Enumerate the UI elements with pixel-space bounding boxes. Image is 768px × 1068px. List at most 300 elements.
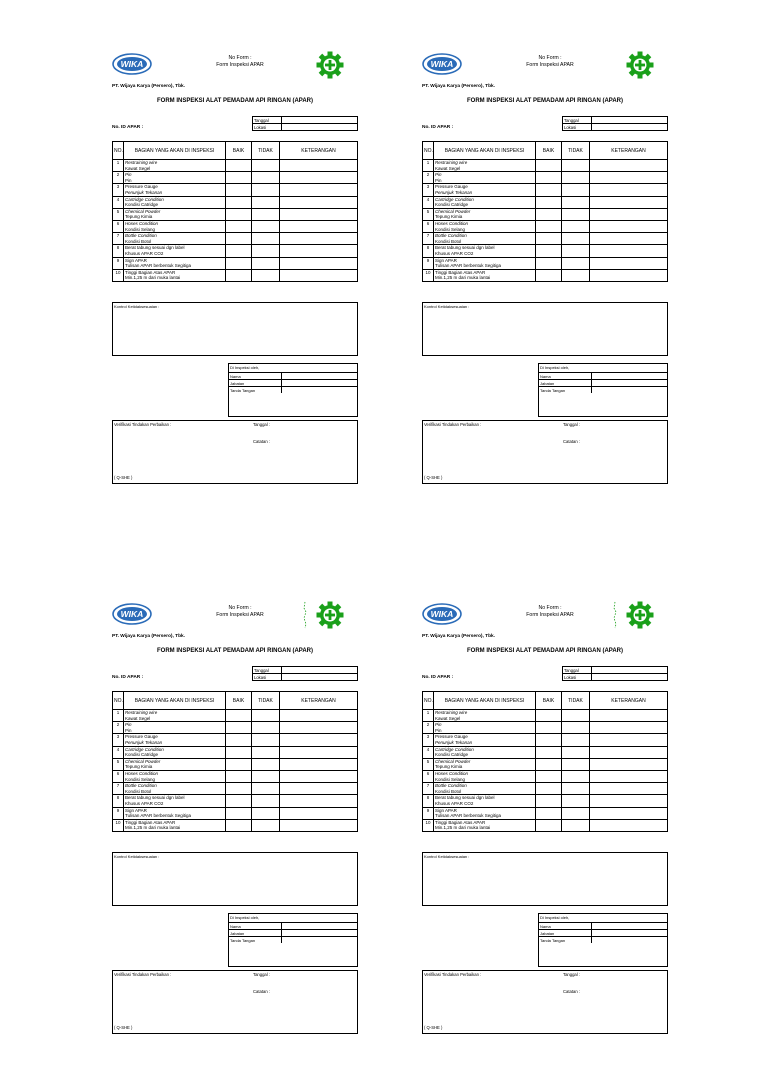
nama-label: Nama: [539, 373, 592, 380]
col-tidak: TIDAK: [562, 692, 590, 710]
tidak-cell[interactable]: [562, 196, 590, 208]
lokasi-field[interactable]: [282, 674, 358, 681]
baik-cell[interactable]: [536, 172, 562, 184]
row-item: [434, 172, 536, 184]
baik-cell[interactable]: [226, 710, 252, 722]
form-title: FORM INSPEKSI ALAT PEMADAM API RINGAN (APAR): [467, 648, 623, 654]
keterangan-cell[interactable]: [590, 245, 668, 257]
baik-cell[interactable]: [536, 770, 562, 782]
baik-cell[interactable]: [536, 160, 562, 172]
tanggal-field[interactable]: [592, 117, 668, 124]
col-tidak: TIDAK: [562, 142, 590, 160]
inspector-box: [538, 913, 668, 967]
baik-cell[interactable]: [226, 783, 252, 795]
row-item-english: Hoses Condition: [435, 220, 469, 226]
nama-field[interactable]: [282, 923, 358, 930]
row-item: [124, 795, 226, 807]
row-item: [434, 233, 536, 245]
table-row: [423, 710, 668, 722]
col-tidak: TIDAK: [252, 692, 280, 710]
keterangan-cell[interactable]: [280, 722, 358, 734]
form-id-block: [515, 55, 585, 69]
date-location-box: [562, 116, 668, 131]
keterangan-cell[interactable]: [590, 770, 668, 782]
row-item-indonesian: Kondisi Selang: [435, 776, 466, 782]
baik-cell[interactable]: [226, 722, 252, 734]
tanggal-field[interactable]: [282, 667, 358, 674]
baik-cell[interactable]: [536, 795, 562, 807]
keterangan-cell[interactable]: [280, 208, 358, 220]
tidak-cell[interactable]: [252, 795, 280, 807]
baik-cell[interactable]: [226, 819, 252, 831]
table-row: [113, 770, 358, 782]
verification-catatan: Catatan :: [563, 989, 580, 994]
row-number: 5: [423, 758, 434, 770]
row-number: 6: [423, 770, 434, 782]
baik-cell[interactable]: [536, 783, 562, 795]
keterangan-cell[interactable]: [590, 172, 668, 184]
inspection-table: [422, 141, 668, 282]
row-item: [434, 770, 536, 782]
inspector-header: Di Inspeksi oleh,: [540, 365, 570, 370]
row-number: 1: [113, 160, 124, 172]
jabatan-label: Jabatan: [539, 930, 592, 937]
inspector-header: Di Inspeksi oleh,: [540, 915, 570, 920]
form-header: [420, 48, 670, 130]
tidak-cell[interactable]: [562, 172, 590, 184]
keterangan-cell[interactable]: [280, 783, 358, 795]
table-row: [423, 819, 668, 831]
lokasi-label: Lokasi: [253, 124, 282, 131]
baik-cell[interactable]: [536, 208, 562, 220]
table-row: [423, 172, 668, 184]
tidak-cell[interactable]: [562, 257, 590, 269]
keterangan-cell[interactable]: [280, 196, 358, 208]
row-number: 8: [113, 245, 124, 257]
keterangan-cell[interactable]: [280, 257, 358, 269]
row-number: 9: [423, 257, 434, 269]
row-item: [434, 184, 536, 196]
verification-label: Verifikasi Tindakan Perbaikan :: [424, 972, 482, 977]
baik-cell[interactable]: [226, 269, 252, 281]
row-item-english: Sign APAR: [435, 257, 457, 263]
keterangan-cell[interactable]: [590, 807, 668, 819]
tidak-cell[interactable]: [562, 783, 590, 795]
baik-cell[interactable]: [536, 245, 562, 257]
row-item-indonesian: Penunjuk Tekanan: [125, 739, 163, 745]
margin-mark-icon: [300, 600, 310, 630]
tidak-cell[interactable]: [562, 245, 590, 257]
wika-logo: [112, 52, 152, 76]
row-number: 3: [423, 734, 434, 746]
keterangan-cell[interactable]: [590, 734, 668, 746]
col-keterangan: KETERANGAN: [590, 692, 668, 710]
tidak-cell[interactable]: [252, 257, 280, 269]
row-item-indonesian: Pin: [125, 727, 132, 733]
verification-catatan: Catatan :: [563, 439, 580, 444]
table-header-row: [113, 692, 358, 710]
tidak-cell[interactable]: [252, 770, 280, 782]
jabatan-field[interactable]: [592, 930, 668, 937]
row-item: [124, 172, 226, 184]
keterangan-cell[interactable]: [590, 160, 668, 172]
baik-cell[interactable]: [226, 734, 252, 746]
tidak-cell[interactable]: [252, 710, 280, 722]
table-header-row: [423, 692, 668, 710]
jabatan-field[interactable]: [282, 380, 358, 387]
nama-field[interactable]: [592, 373, 668, 380]
keterangan-cell[interactable]: [280, 807, 358, 819]
row-item-english: Pin: [435, 722, 442, 728]
tidak-cell[interactable]: [562, 160, 590, 172]
verification-tanggal: Tanggal :: [253, 422, 270, 427]
row-item-english: Pressure Gauge: [125, 734, 158, 740]
form-header: [420, 598, 670, 680]
id-apar-label: No. ID APAR :: [112, 675, 144, 680]
verification-box[interactable]: [112, 420, 358, 484]
tanda-tangan-field[interactable]: [282, 387, 358, 394]
control-box[interactable]: [422, 302, 668, 356]
control-box[interactable]: [112, 302, 358, 356]
lokasi-field[interactable]: [592, 124, 668, 131]
no-form-label: No Form :: [228, 605, 252, 611]
svg-text:WIKA: WIKA: [430, 59, 454, 70]
row-number: 10: [423, 819, 434, 831]
control-label: Kontrol Ketidaksesuaian :: [114, 304, 160, 309]
keterangan-cell[interactable]: [280, 795, 358, 807]
tidak-cell[interactable]: [562, 795, 590, 807]
form-id-block: [515, 605, 585, 619]
row-item-indonesian: Penunjuk Tekanan: [435, 739, 473, 745]
baik-cell[interactable]: [536, 233, 562, 245]
keterangan-cell[interactable]: [280, 233, 358, 245]
control-box[interactable]: [112, 852, 358, 906]
row-number: 7: [423, 233, 434, 245]
table-row: [423, 257, 668, 269]
row-item: [124, 269, 226, 281]
id-apar-label: No. ID APAR :: [422, 675, 454, 680]
tidak-cell[interactable]: [252, 783, 280, 795]
tidak-cell[interactable]: [562, 184, 590, 196]
baik-cell[interactable]: [226, 196, 252, 208]
row-number: 6: [113, 770, 124, 782]
date-location-box: [252, 116, 358, 131]
tidak-cell[interactable]: [562, 819, 590, 831]
row-item: [124, 783, 226, 795]
row-item: [124, 220, 226, 232]
row-item-indonesian: Khusus APAR CO2: [435, 250, 474, 256]
baik-cell[interactable]: [226, 208, 252, 220]
tidak-cell[interactable]: [252, 758, 280, 770]
baik-cell[interactable]: [226, 758, 252, 770]
col-no: NO.: [113, 142, 124, 160]
row-number: 4: [113, 746, 124, 758]
keterangan-cell[interactable]: [280, 184, 358, 196]
row-item-indonesian: Pin: [435, 727, 442, 733]
keterangan-cell[interactable]: [590, 722, 668, 734]
keterangan-cell[interactable]: [590, 269, 668, 281]
table-row: [113, 710, 358, 722]
keterangan-cell[interactable]: [590, 196, 668, 208]
tanggal-field[interactable]: [282, 117, 358, 124]
row-number: 8: [423, 795, 434, 807]
row-item: [124, 710, 226, 722]
nama-field[interactable]: [592, 923, 668, 930]
baik-cell[interactable]: [536, 734, 562, 746]
lokasi-field[interactable]: [592, 674, 668, 681]
row-item-indonesian: Kawat Segel: [125, 165, 151, 171]
tanggal-field[interactable]: [592, 667, 668, 674]
keterangan-cell[interactable]: [590, 710, 668, 722]
baik-cell[interactable]: [226, 245, 252, 257]
row-item: [434, 257, 536, 269]
tidak-cell[interactable]: [252, 245, 280, 257]
row-number: 4: [423, 746, 434, 758]
tidak-cell[interactable]: [252, 233, 280, 245]
tidak-cell[interactable]: [252, 269, 280, 281]
inspector-box: [228, 363, 358, 417]
keterangan-cell[interactable]: [280, 160, 358, 172]
row-item-english: Tinggi Bagian Atas APAR: [125, 269, 176, 275]
svg-text:WIKA: WIKA: [430, 609, 454, 620]
row-item: [434, 220, 536, 232]
table-row: [423, 245, 668, 257]
baik-cell[interactable]: [536, 184, 562, 196]
jabatan-label: Jabatan: [539, 380, 592, 387]
table-row: [113, 196, 358, 208]
tanda-tangan-field[interactable]: [592, 937, 668, 944]
row-item-indonesian: Kawat Segel: [435, 715, 461, 721]
tidak-cell[interactable]: [562, 758, 590, 770]
inspector-header: Di Inspeksi oleh,: [230, 365, 260, 370]
id-apar-label: No. ID APAR :: [112, 125, 144, 130]
row-item-indonesian: Kondisi Catridge: [125, 202, 159, 208]
tanda-tangan-label: Tanda Tangan: [229, 937, 282, 944]
row-number: 9: [113, 257, 124, 269]
tidak-cell[interactable]: [252, 819, 280, 831]
qshe-footer: ( Q-SHE ): [114, 475, 133, 480]
baik-cell[interactable]: [536, 807, 562, 819]
baik-cell[interactable]: [226, 807, 252, 819]
control-box[interactable]: [422, 852, 668, 906]
row-item-indonesian: Tepung Kimia: [435, 764, 463, 770]
row-number: 9: [113, 807, 124, 819]
tidak-cell[interactable]: [252, 807, 280, 819]
table-row: [113, 807, 358, 819]
keterangan-cell[interactable]: [280, 245, 358, 257]
date-location-box: [252, 666, 358, 681]
verification-box[interactable]: [422, 420, 668, 484]
tidak-cell[interactable]: [252, 746, 280, 758]
keterangan-cell[interactable]: [280, 746, 358, 758]
table-row: [423, 783, 668, 795]
baik-cell[interactable]: [536, 269, 562, 281]
baik-cell[interactable]: [226, 172, 252, 184]
keterangan-cell[interactable]: [280, 269, 358, 281]
keterangan-cell[interactable]: [280, 734, 358, 746]
keterangan-cell[interactable]: [590, 795, 668, 807]
keterangan-cell[interactable]: [590, 819, 668, 831]
row-item-english: Restraining wire: [435, 710, 468, 715]
table-row: [113, 722, 358, 734]
row-item-english: Cartridge Condition: [125, 196, 164, 202]
nama-field[interactable]: [282, 373, 358, 380]
nama-label: Nama: [229, 373, 282, 380]
keterangan-cell[interactable]: [590, 208, 668, 220]
qshe-footer: ( Q-SHE ): [424, 1025, 443, 1030]
verification-catatan: Catatan :: [253, 439, 270, 444]
tidak-cell[interactable]: [252, 196, 280, 208]
row-number: 1: [423, 710, 434, 722]
tanda-tangan-field[interactable]: [592, 387, 668, 394]
col-baik: BAIK: [226, 142, 252, 160]
baik-cell[interactable]: [536, 220, 562, 232]
table-row: [423, 269, 668, 281]
table-row: [113, 184, 358, 196]
verification-box[interactable]: [422, 970, 668, 1034]
row-item-english: Cartridge Condition: [125, 746, 164, 752]
jabatan-label: Jabatan: [229, 930, 282, 937]
row-item: [434, 807, 536, 819]
row-number: 7: [113, 233, 124, 245]
keterangan-cell[interactable]: [590, 233, 668, 245]
verification-tanggal: Tanggal :: [563, 422, 580, 427]
keterangan-cell[interactable]: [590, 746, 668, 758]
baik-cell[interactable]: [536, 819, 562, 831]
row-item-english: Sign APAR: [125, 807, 147, 813]
tidak-cell[interactable]: [252, 184, 280, 196]
row-item-indonesian: Kondisi Selang: [125, 226, 156, 232]
row-item-english: Pressure Gauge: [435, 184, 468, 190]
row-item: [434, 819, 536, 831]
row-number: 9: [423, 807, 434, 819]
tidak-cell[interactable]: [562, 220, 590, 232]
jabatan-label: Jabatan: [229, 380, 282, 387]
row-item-indonesian: Kondisi Catridge: [435, 752, 469, 758]
keterangan-cell[interactable]: [280, 710, 358, 722]
tidak-cell[interactable]: [252, 160, 280, 172]
tidak-cell[interactable]: [252, 722, 280, 734]
tidak-cell[interactable]: [562, 269, 590, 281]
keterangan-cell[interactable]: [280, 819, 358, 831]
keterangan-cell[interactable]: [590, 758, 668, 770]
inspection-form: [110, 598, 360, 1068]
row-item-english: Cartridge Condition: [435, 196, 474, 202]
row-item: [434, 746, 536, 758]
keterangan-cell[interactable]: [280, 172, 358, 184]
tanggal-label: Tanggal: [253, 117, 282, 124]
keterangan-cell[interactable]: [280, 220, 358, 232]
tidak-cell[interactable]: [562, 722, 590, 734]
baik-cell[interactable]: [536, 722, 562, 734]
baik-cell[interactable]: [226, 160, 252, 172]
jabatan-field[interactable]: [282, 930, 358, 937]
keterangan-cell[interactable]: [280, 770, 358, 782]
jabatan-field[interactable]: [592, 380, 668, 387]
baik-cell[interactable]: [226, 233, 252, 245]
table-row: [423, 734, 668, 746]
tidak-cell[interactable]: [252, 208, 280, 220]
tidak-cell[interactable]: [562, 770, 590, 782]
baik-cell[interactable]: [536, 746, 562, 758]
company-name: PT. Wijaya Karya (Persero), Tbk.: [112, 84, 186, 89]
form-name: Form Inspeksi APAR: [216, 612, 264, 618]
row-item: [434, 795, 536, 807]
tidak-cell[interactable]: [562, 746, 590, 758]
row-item-english: Bottle Condition: [125, 783, 157, 789]
no-form-label: No Form :: [538, 55, 562, 61]
row-item-english: Tinggi Bagian Atas APAR: [125, 819, 176, 825]
baik-cell[interactable]: [536, 196, 562, 208]
tidak-cell[interactable]: [252, 220, 280, 232]
inspection-form: [420, 598, 670, 1068]
row-item-indonesian: Kondisi Catridge: [435, 202, 469, 208]
row-item-english: Berat tabung sesuai dgn label: [435, 245, 495, 251]
table-row: [113, 783, 358, 795]
form-id-block: [205, 55, 275, 69]
k3-gear-cross-icon: [315, 600, 345, 630]
keterangan-cell[interactable]: [590, 220, 668, 232]
table-row: [113, 160, 358, 172]
row-number: 3: [113, 734, 124, 746]
lokasi-label: Lokasi: [563, 674, 592, 681]
col-keterangan: KETERANGAN: [280, 142, 358, 160]
row-item: [124, 245, 226, 257]
keterangan-cell[interactable]: [280, 758, 358, 770]
tidak-cell[interactable]: [562, 807, 590, 819]
keterangan-cell[interactable]: [590, 257, 668, 269]
row-item-indonesian: Min.1,25 m dari muka lantai: [435, 825, 491, 831]
baik-cell[interactable]: [226, 184, 252, 196]
baik-cell[interactable]: [536, 257, 562, 269]
tidak-cell[interactable]: [562, 710, 590, 722]
col-no: NO.: [423, 142, 434, 160]
row-item: [434, 758, 536, 770]
baik-cell[interactable]: [226, 746, 252, 758]
baik-cell[interactable]: [226, 220, 252, 232]
row-item-indonesian: Kondisi Selang: [125, 776, 156, 782]
tidak-cell[interactable]: [562, 734, 590, 746]
lokasi-field[interactable]: [282, 124, 358, 131]
tidak-cell[interactable]: [562, 208, 590, 220]
baik-cell[interactable]: [226, 770, 252, 782]
row-item: [434, 269, 536, 281]
row-number: 6: [423, 220, 434, 232]
col-baik: BAIK: [536, 692, 562, 710]
row-item-indonesian: Tepung Kimia: [435, 214, 463, 220]
tidak-cell[interactable]: [252, 172, 280, 184]
row-item-english: Restraining wire: [435, 160, 468, 165]
row-item-indonesian: Kondisi Selang: [435, 226, 466, 232]
baik-cell[interactable]: [536, 758, 562, 770]
tidak-cell[interactable]: [252, 734, 280, 746]
tidak-cell[interactable]: [562, 233, 590, 245]
row-item-english: Bottle Condition: [435, 233, 467, 239]
row-number: 5: [113, 208, 124, 220]
row-number: 3: [423, 184, 434, 196]
tanda-tangan-field[interactable]: [282, 937, 358, 944]
baik-cell[interactable]: [226, 795, 252, 807]
keterangan-cell[interactable]: [590, 184, 668, 196]
baik-cell[interactable]: [536, 710, 562, 722]
keterangan-cell[interactable]: [590, 783, 668, 795]
row-item-indonesian: Tulisan APAR berbentuk Segitiga: [435, 263, 502, 269]
baik-cell[interactable]: [226, 257, 252, 269]
col-bagian: BAGIAN YANG AKAN DI INSPEKSI: [434, 142, 536, 160]
table-row: [113, 220, 358, 232]
table-row: [423, 807, 668, 819]
verification-box[interactable]: [112, 970, 358, 1034]
